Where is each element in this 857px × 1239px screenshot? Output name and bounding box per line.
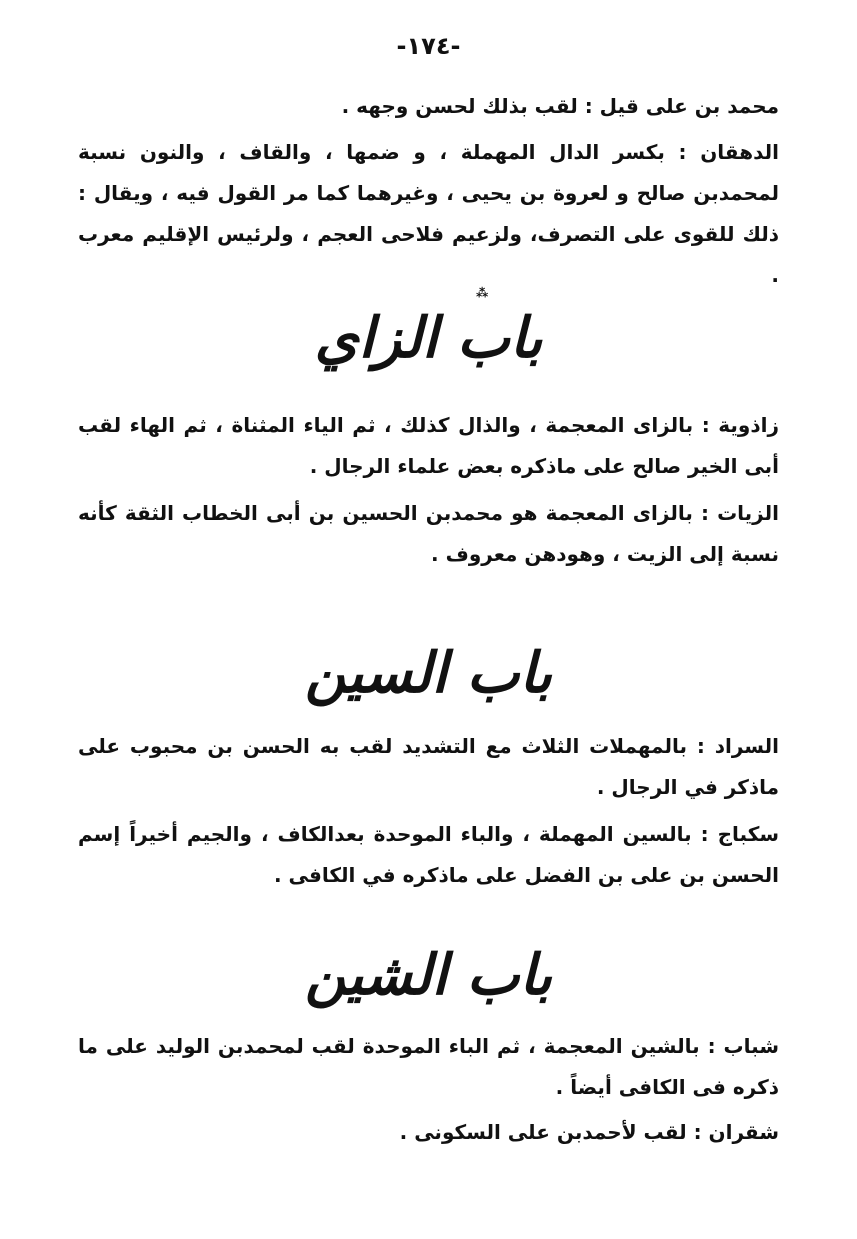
section-heading-zay: باب الزاي (314, 305, 543, 371)
section-heading-sin: باب السين (305, 640, 552, 706)
entry-shuqran: شقران : لقب لأحمدبن على السكونى . (399, 1120, 779, 1144)
heading-ornament: ⁂ (476, 286, 489, 300)
page-number: -١٧٤- (396, 32, 461, 60)
entry-sarrad: السراد : بالمهملات الثلاث مع التشديد لقب به الحسن بن محبوب على ماذكر في الرجال . (78, 734, 779, 799)
entry-dihqan: الدهقان : بكسر الدال المهملة ، و ضمها ، والقاف ، والنون نسبة لمحمدبن صالح و لعروة بن يحيى ، وغيرهما كما مر القول فيه ، ويقال : ذلك للقوى على التصرف، ولزعيم فلاحى العجم ، ولرئيس الإقليم معرب . (78, 140, 779, 287)
entry-zadhuya: زاذوية : بالزاى المعجمة ، والذال كذلك ، ثم الياء المثناة ، ثم الهاء لقب أبى الخير صالح على ماذكره بعض علماء الرجال . (78, 413, 779, 478)
section-heading-shin: باب الشين (305, 942, 552, 1008)
entry-muhammad-bin-ali: محمد بن على قيل : لقب بذلك لحسن وجهه . (341, 94, 779, 118)
entry-sikbaj: سكباج : بالسين المهملة ، والباء الموحدة بعدالكاف ، والجيم أخيراً إسم الحسن بن على بن الفضل على ماذكره في الكافى . (78, 822, 779, 887)
entry-shabab: شباب : بالشين المعجمة ، ثم الباء الموحدة لقب لمحمدبن الوليد على ما ذكره فى الكافى أيضاً . (78, 1034, 779, 1099)
entry-zayyat: الزيات : بالزاى المعجمة هو محمدبن الحسين بن أبى الخطاب الثقة كأنه نسبة إلى الزيت ، وهودهن معروف . (78, 501, 779, 566)
